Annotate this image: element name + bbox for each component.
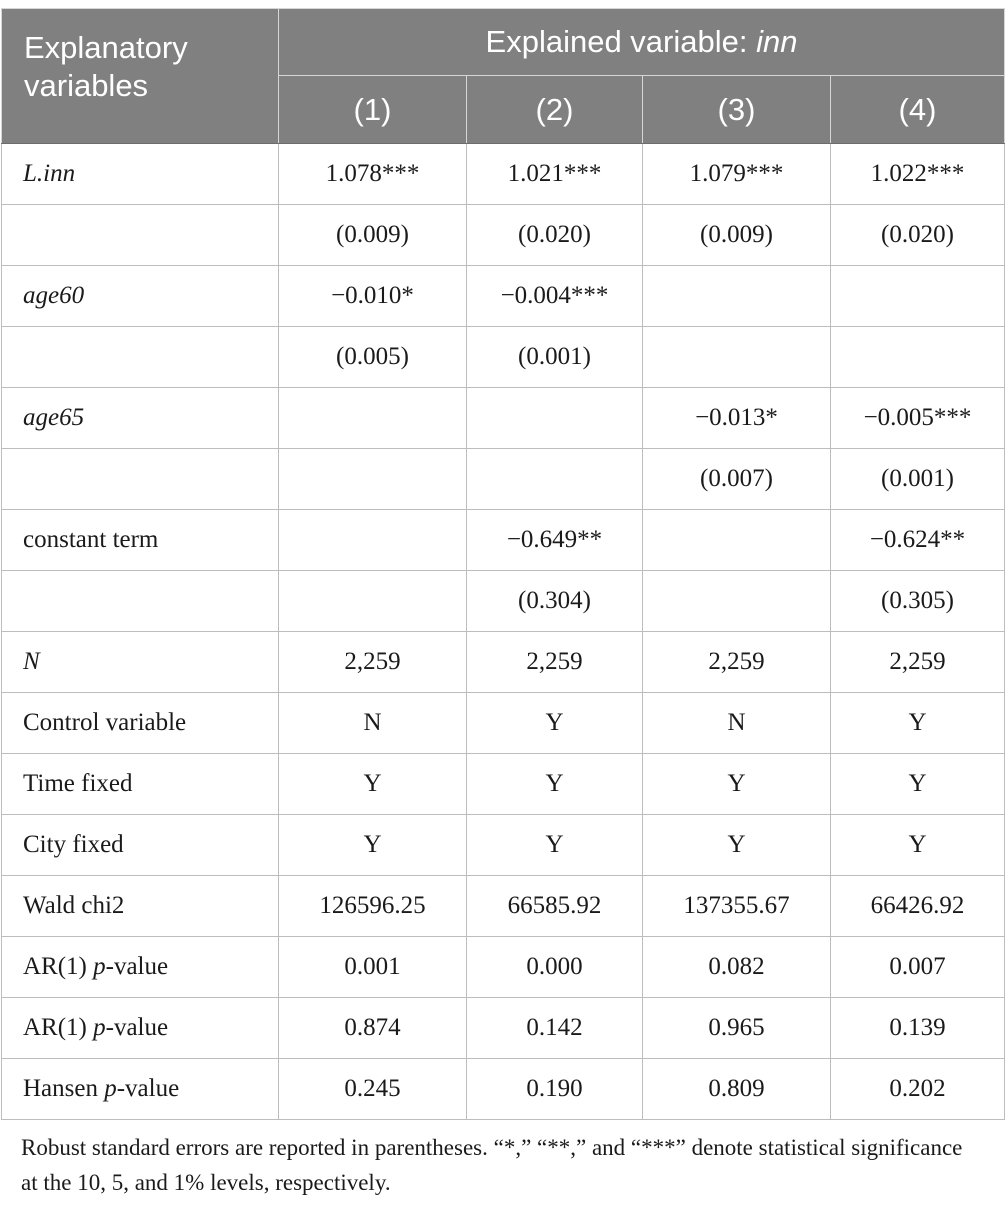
table-cell: 1.078*** [279, 144, 467, 205]
row-label-italic: p [93, 1014, 106, 1041]
row-label-text: AR(1) [23, 953, 94, 980]
row-label [2, 266, 279, 327]
row-label-suffix: -value [105, 953, 169, 980]
table-cell: (0.001) [467, 327, 643, 388]
regression-table [1, 8, 1005, 1120]
table-cell [831, 266, 1005, 327]
table-cell: Y [279, 754, 467, 815]
table-cell: −0.624** [831, 510, 1005, 571]
model-header: (4) [831, 76, 1005, 144]
table-cell [643, 510, 831, 571]
table-cell: N [279, 693, 467, 754]
row-label-italic: p [93, 953, 106, 980]
table-cell: Y [279, 815, 467, 876]
table-cell: (0.305) [831, 571, 1005, 632]
table-cell: 66426.92 [831, 876, 1005, 937]
table-row [2, 327, 1005, 388]
row-label [2, 205, 279, 266]
row-label [2, 510, 279, 571]
table-cell: Y [831, 754, 1005, 815]
table-cell [279, 571, 467, 632]
table-cell: (0.001) [831, 449, 1005, 510]
table-cell [279, 510, 467, 571]
table-cell: 0.007 [831, 937, 1005, 998]
row-label-text: constant term [23, 526, 159, 553]
row-label-text: City fixed [23, 831, 124, 858]
row-label [2, 632, 279, 693]
table-row [2, 937, 1005, 998]
table-cell: N [643, 693, 831, 754]
table-cell: Y [467, 754, 643, 815]
table-cell: 0.202 [831, 1059, 1005, 1120]
table-row [2, 510, 1005, 571]
table-cell: (0.304) [467, 571, 643, 632]
table-cell: (0.009) [279, 205, 467, 266]
table-cell: 1.022*** [831, 144, 1005, 205]
table-cell: 1.021*** [467, 144, 643, 205]
table-row [2, 1059, 1005, 1120]
table-row [2, 266, 1005, 327]
row-label [2, 327, 279, 388]
table-row [2, 144, 1005, 205]
row-label-suffix: -value [105, 1014, 169, 1041]
table-cell: Y [831, 815, 1005, 876]
table-cell: Y [643, 754, 831, 815]
row-label-italic: N [23, 648, 40, 675]
table-row [2, 632, 1005, 693]
table-cell: −0.004*** [467, 266, 643, 327]
table-cell [643, 571, 831, 632]
table-cell [643, 327, 831, 388]
table-cell: Y [467, 693, 643, 754]
table-cell: 137355.67 [643, 876, 831, 937]
table-cell: 2,259 [467, 632, 643, 693]
table-cell: 126596.25 [279, 876, 467, 937]
table-cell: 0.245 [279, 1059, 467, 1120]
row-label-text: Wald chi2 [23, 892, 125, 919]
table-cell: (0.005) [279, 327, 467, 388]
explained-variable-prefix: Explained variable: [485, 24, 757, 59]
row-label-italic: age60 [23, 282, 85, 309]
table-cell: 1.079*** [643, 144, 831, 205]
row-label [2, 815, 279, 876]
table-cell [467, 449, 643, 510]
model-header: (3) [643, 76, 831, 144]
row-label-text: Hansen [23, 1075, 105, 1102]
table-cell [643, 266, 831, 327]
table-cell: Y [467, 815, 643, 876]
row-label [2, 144, 279, 205]
table-cell: 0.000 [467, 937, 643, 998]
table-row [2, 876, 1005, 937]
table-cell: 0.139 [831, 998, 1005, 1059]
row-label-suffix: -value [116, 1075, 180, 1102]
table-cell: 0.809 [643, 1059, 831, 1120]
table-cell: −0.005*** [831, 388, 1005, 449]
table-row [2, 998, 1005, 1059]
table-cell: Y [643, 815, 831, 876]
table-cell: 0.965 [643, 998, 831, 1059]
table-cell: −0.010* [279, 266, 467, 327]
table-row [2, 754, 1005, 815]
row-label [2, 449, 279, 510]
table-body [2, 144, 1005, 1120]
table-row [2, 693, 1005, 754]
table-cell: (0.007) [643, 449, 831, 510]
row-label [2, 876, 279, 937]
table-cell: 2,259 [831, 632, 1005, 693]
table-cell: 0.142 [467, 998, 643, 1059]
row-label-text: Control variable [23, 709, 187, 736]
explained-variable-name: inn [756, 24, 798, 59]
table-cell: 0.190 [467, 1059, 643, 1120]
table-cell: 2,259 [643, 632, 831, 693]
model-header: (1) [279, 76, 467, 144]
table-cell: (0.020) [831, 205, 1005, 266]
table-cell [279, 388, 467, 449]
table-cell: 0.001 [279, 937, 467, 998]
row-label-italic: p [104, 1075, 117, 1102]
row-label [2, 998, 279, 1059]
row-label [2, 1059, 279, 1120]
table-row [2, 815, 1005, 876]
table-cell: 0.874 [279, 998, 467, 1059]
table-cell: (0.020) [467, 205, 643, 266]
table-cell: 0.082 [643, 937, 831, 998]
table-footnote: Robust standard errors are reported in parentheses. “*,” “**,” and “***” denote statistical significance at the 10, 5, and 1% levels, respectively. [21, 1135, 963, 1195]
table-row [2, 449, 1005, 510]
table-cell: −0.649** [467, 510, 643, 571]
row-label-text: AR(1) [23, 1014, 94, 1041]
table-cell: −0.013* [643, 388, 831, 449]
row-label [2, 937, 279, 998]
row-label-italic: L.inn [23, 160, 76, 187]
table-row [2, 388, 1005, 449]
table-row [2, 571, 1005, 632]
table-cell [467, 388, 643, 449]
table-header [2, 9, 1005, 144]
table-cell [279, 449, 467, 510]
model-header: (2) [467, 76, 643, 144]
table-cell [831, 327, 1005, 388]
row-label [2, 388, 279, 449]
explained-variable-header [279, 9, 1005, 76]
row-label-text: Time fixed [23, 770, 133, 797]
table-cell: 2,259 [279, 632, 467, 693]
row-label [2, 693, 279, 754]
row-label [2, 571, 279, 632]
explanatory-variables-header: Explanatory variables [2, 9, 279, 144]
row-label [2, 754, 279, 815]
table-cell: (0.009) [643, 205, 831, 266]
table-cell: Y [831, 693, 1005, 754]
table-row [2, 205, 1005, 266]
row-label-italic: age65 [23, 404, 85, 431]
table-cell: 66585.92 [467, 876, 643, 937]
